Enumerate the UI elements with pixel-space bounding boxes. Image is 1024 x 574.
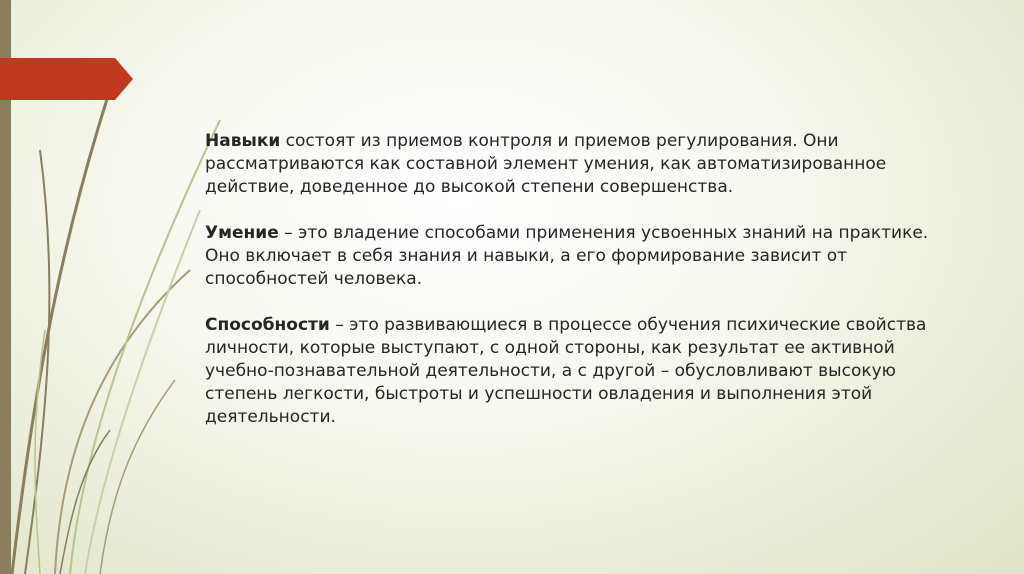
term-capabilities: Способности	[205, 315, 330, 335]
paragraph-capabilities	[205, 314, 945, 429]
skills-definition: состоят из приемов контроля и приемов регулирования. Они рассматриваются как составной элемент умения, как автоматизированное действие, доведенное до высокой степени совершенства.	[205, 131, 887, 197]
term-ability: Умение	[205, 223, 279, 243]
ability-definition: – это владение способами применения усвоенных знаний на практике. Оно включает в себя знания и навыки, а его формирование зависит от способностей человека.	[205, 223, 929, 289]
red-arrow-ribbon	[0, 58, 135, 100]
slide-body	[205, 130, 945, 452]
paragraph-ability	[205, 222, 945, 291]
term-skills: Навыки	[205, 131, 281, 151]
paragraph-skills	[205, 130, 945, 199]
capabilities-definition: – это развивающиеся в процессе обучения психические свойства личности, которые выступают, с одной стороны, как результат ее активной учебно-познавательной деятельности, а с другой – обусловливают высокую степень легкости, быстроты и успешности овладения и выполнения этой деятельности.	[205, 315, 927, 427]
